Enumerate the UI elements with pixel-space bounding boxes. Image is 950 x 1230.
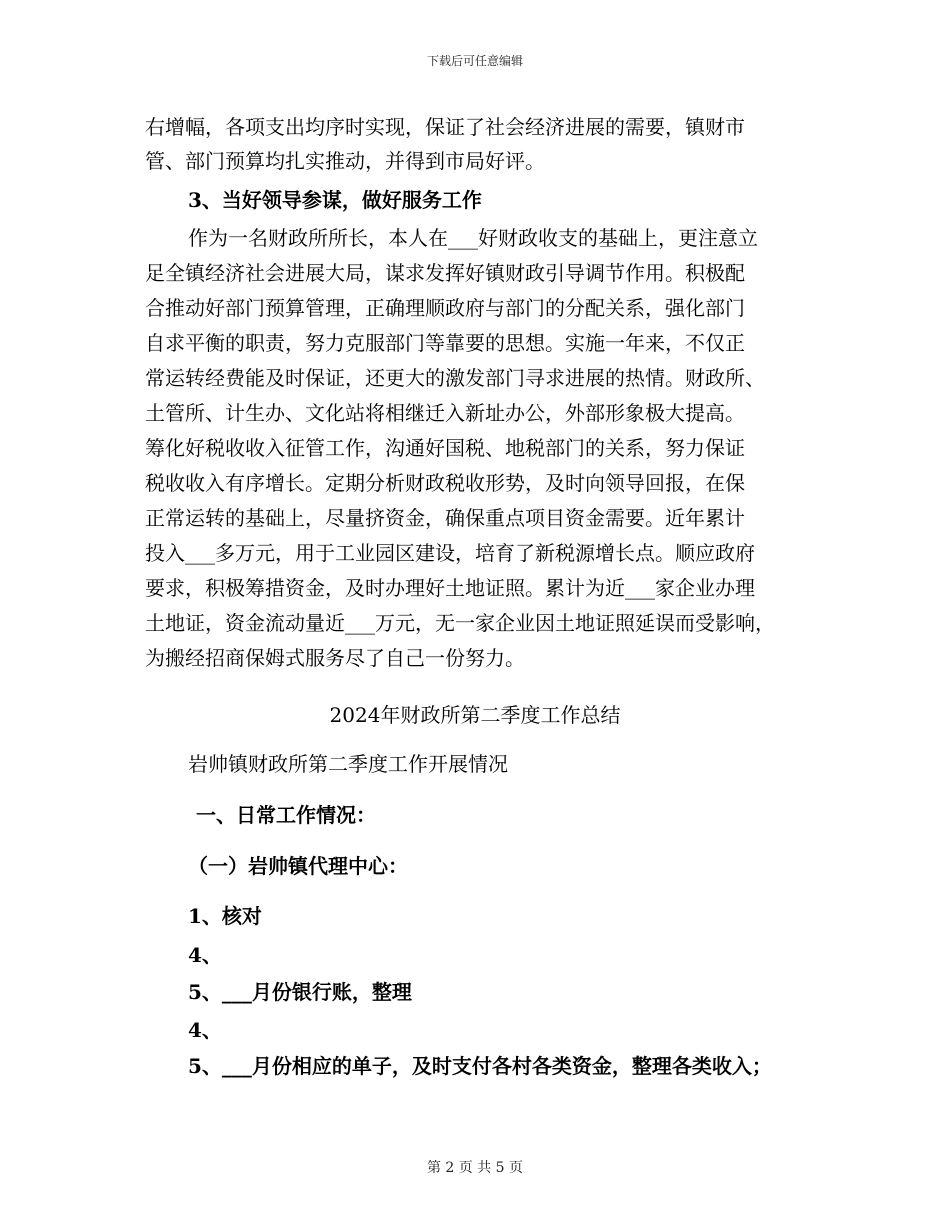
- document-title: 2024年财政所第二季度工作总结: [329, 703, 621, 727]
- paragraph-line: 投入___多万元，用于工业园区建设，培育了新税源增长点。顺应政府: [145, 541, 755, 565]
- paragraph-line: 正常运转的基础上，尽量挤资金，确保重点项目资金需要。近年累计: [145, 506, 745, 530]
- paragraph-line: 管、部门预算均扎实推动，并得到市局好评。: [145, 149, 545, 173]
- list-item: 4、: [188, 1018, 222, 1042]
- list-item: 4、: [188, 943, 222, 967]
- paragraph-line: 筹化好税收收入征管工作，沟通好国税、地税部门的关系，努力保证: [145, 436, 745, 460]
- paragraph-line: 要求，积极筹措资金，及时办理好土地证照。累计为近___家企业办理: [145, 576, 755, 600]
- list-item: 1、核对: [188, 904, 262, 928]
- document-subtitle: 岩帅镇财政所第二季度工作开展情况: [188, 752, 508, 776]
- paragraph-line: 自求平衡的职责，努力克服部门等靠要的思想。实施一年来，不仅正: [145, 331, 745, 355]
- paragraph-line: 作为一名财政所所长，本人在___好财政收支的基础上，更注意立: [188, 226, 758, 250]
- section-heading: 3、当好领导参谋，做好服务工作: [188, 188, 482, 212]
- paragraph-line: 为搬经招商保姆式服务尽了自己一份努力。: [145, 646, 525, 670]
- list-item: 5、___月份银行账，整理: [188, 980, 412, 1004]
- paragraph-line: 合推动好部门预算管理，正确理顺政府与部门的分配关系，强化部门: [145, 296, 745, 320]
- paragraph-line: 足全镇经济社会进展大局，谋求发挥好镇财政引导调节作用。积极配: [145, 261, 745, 285]
- page-footer-number: 第 2 页 共 5 页: [426, 1160, 524, 1176]
- paragraph-line: 土管所、计生办、文化站将相继迁入新址办公，外部形象极大提高。: [145, 401, 745, 425]
- paragraph-line: 税收收入有序增长。定期分析财政税收形势，及时向领导回报，在保: [145, 471, 745, 495]
- heading-daily-work: 一、日常工作情况：: [196, 803, 376, 827]
- paragraph-line: 土地证，资金流动量近___万元，无一家企业因土地证照延误而受影响，: [145, 611, 775, 635]
- heading-agency-center: （一）岩帅镇代理中心：: [188, 854, 408, 878]
- paragraph-line: 右增幅，各项支出均序时实现，保证了社会经济进展的需要，镇财市: [145, 115, 745, 139]
- list-item: 5、___月份相应的单子，及时支付各村各类资金，整理各类收入；: [188, 1054, 772, 1078]
- paragraph-line: 常运转经费能及时保证，还更大的激发部门寻求进展的热情。财政所、: [145, 366, 765, 390]
- page-header-note: 下载后可任意编辑: [426, 54, 523, 68]
